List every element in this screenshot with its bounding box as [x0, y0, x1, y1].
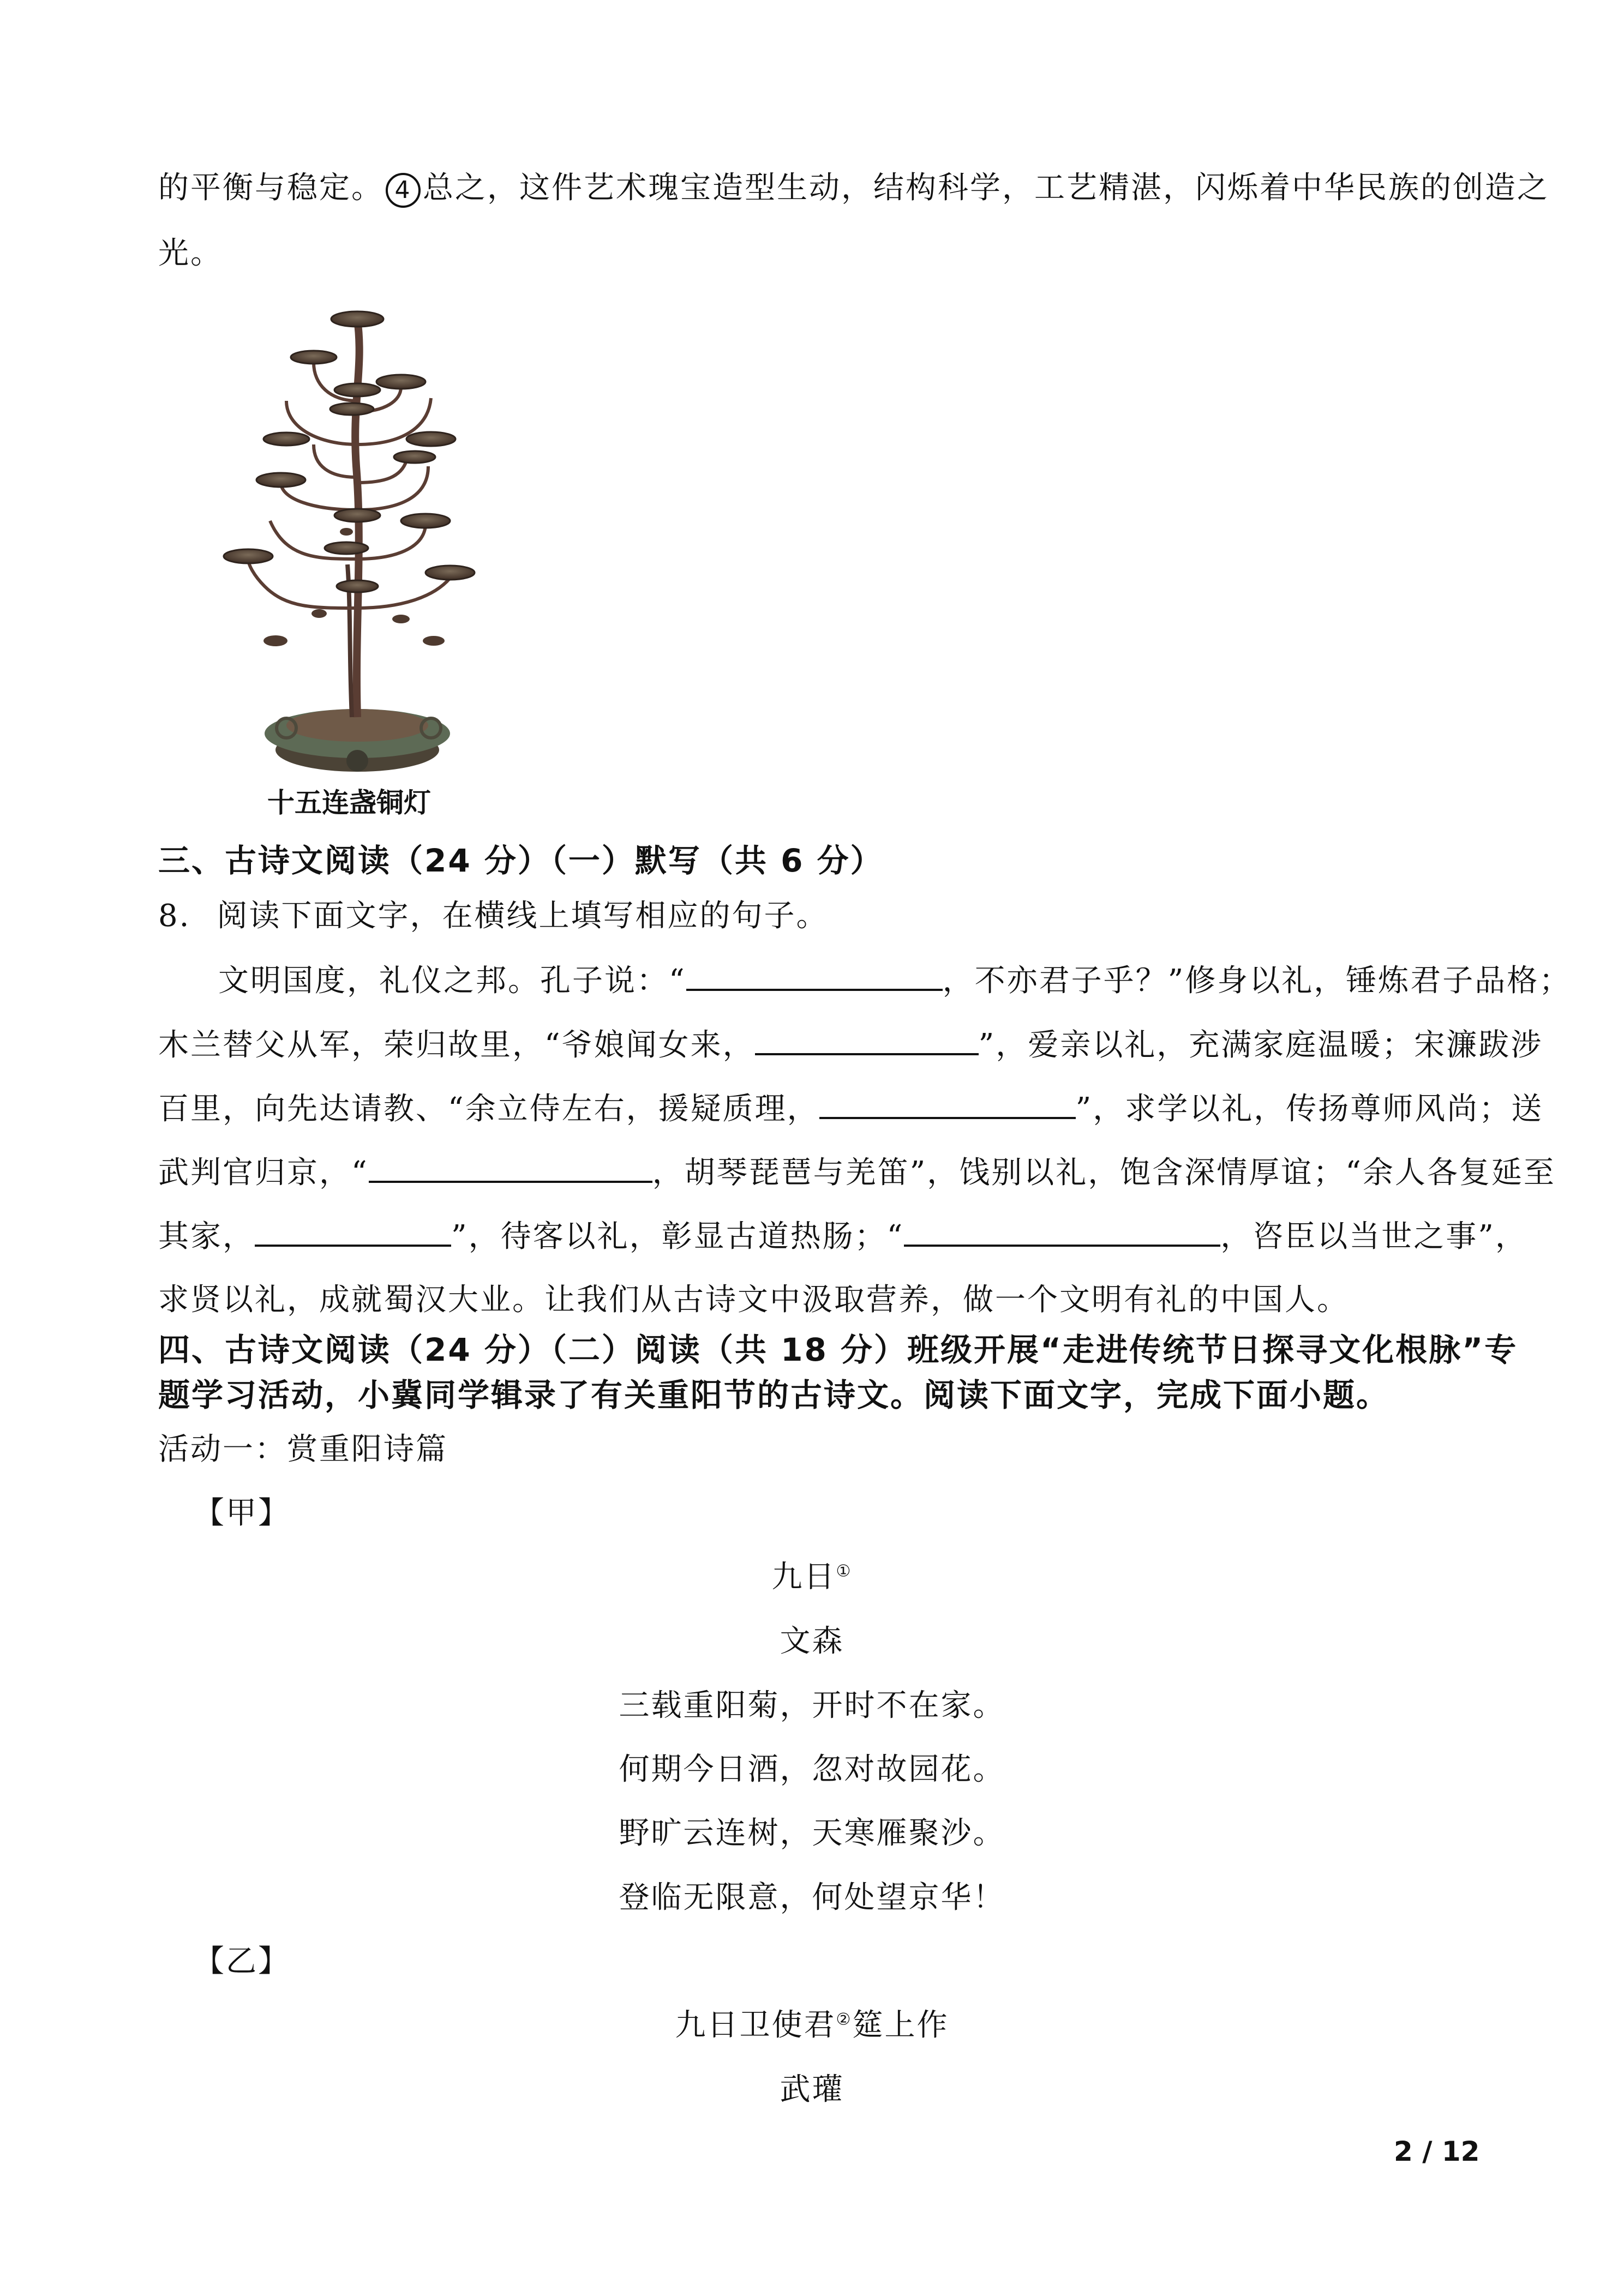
- poem-title: 九日①: [771, 1559, 853, 1595]
- paragraph-line: 武判官归京，“ ，胡琴琵琶与羌笛”，饯别以礼，饱含深情厚谊；“余人各复延至: [158, 1150, 1556, 1195]
- fill-blank[interactable]: [686, 958, 943, 991]
- text-label-jia: 【甲】: [194, 1495, 290, 1531]
- activity-label: 活动一：赏重阳诗篇: [158, 1432, 448, 1467]
- poem-line: 何期今日酒，忽对故园花。: [619, 1752, 1005, 1787]
- poem-line: 登临无限意，何处望京华！: [619, 1880, 1005, 1915]
- poem-author: 文森: [780, 1624, 844, 1659]
- poem-line: 野旷云连树，天寒雁聚沙。: [619, 1816, 1005, 1851]
- paragraph-line: 百里，向先达请教、“余立侍左右，援疑质理， ”，求学以礼，传扬尊师风尚；送: [158, 1086, 1543, 1131]
- section-heading: 三、古诗文阅读（24 分）（一）默写（共 6 分）: [158, 842, 884, 879]
- fill-blank[interactable]: [255, 1214, 451, 1247]
- section-heading: 题学习活动，小冀同学辑录了有关重阳节的古诗文。阅读下面文字，完成下面小题。: [158, 1377, 1390, 1414]
- fill-blank[interactable]: [904, 1214, 1220, 1247]
- question-number: 8.: [158, 898, 191, 934]
- footnote-marker: ①: [836, 1561, 853, 1581]
- figure-caption: 十五连盏铜灯: [267, 787, 431, 819]
- fill-blank[interactable]: [819, 1086, 1076, 1119]
- paragraph-line: 的平衡与稳定。 4 总之，这件艺术瑰宝造型生动，结构科学，工艺精湛，闪烁着中华民族的创造之: [158, 166, 1549, 210]
- footnote-marker: ②: [836, 2010, 853, 2029]
- paragraph-line: 其家， ”，待客以礼，彰显古道热肠；“ ，咨臣以当世之事”，: [158, 1214, 1527, 1259]
- page-number: 2 / 12: [1394, 2136, 1480, 2167]
- paragraph-line: 文明国度，礼仪之邦。孔子说：“ ，不亦君子乎？”修身以礼，锤炼君子品格；: [218, 958, 1571, 1003]
- circled-number-4: 4: [386, 173, 421, 208]
- text-label-yi: 【乙】: [194, 1944, 290, 1979]
- bronze-lamp-image: [221, 303, 494, 783]
- paragraph-line: 光。: [158, 236, 223, 271]
- fill-blank[interactable]: [369, 1150, 652, 1183]
- fill-blank[interactable]: [755, 1023, 979, 1055]
- poem-line: 三载重阳菊，开时不在家。: [619, 1688, 1005, 1723]
- poem-author: 武瓘: [780, 2072, 844, 2107]
- paragraph-line: 求贤以礼，成就蜀汉大业。让我们从古诗文中汲取营养，做一个文明有礼的中国人。: [158, 1282, 1349, 1318]
- poem-title: 九日卫使君②筵上作: [675, 2008, 949, 2043]
- section-heading: 四、古诗文阅读（24 分）（二）阅读（共 18 分）班级开展“走进传统节日探寻文化根脉”专: [158, 1331, 1518, 1368]
- question-prompt: 8. 阅读下面文字，在横线上填写相应的句子。: [158, 898, 829, 934]
- paragraph-line: 木兰替父从军，荣归故里，“爷娘闻女来， ”，爱亲以礼，充满家庭温暖；宋濂跋涉: [158, 1023, 1543, 1067]
